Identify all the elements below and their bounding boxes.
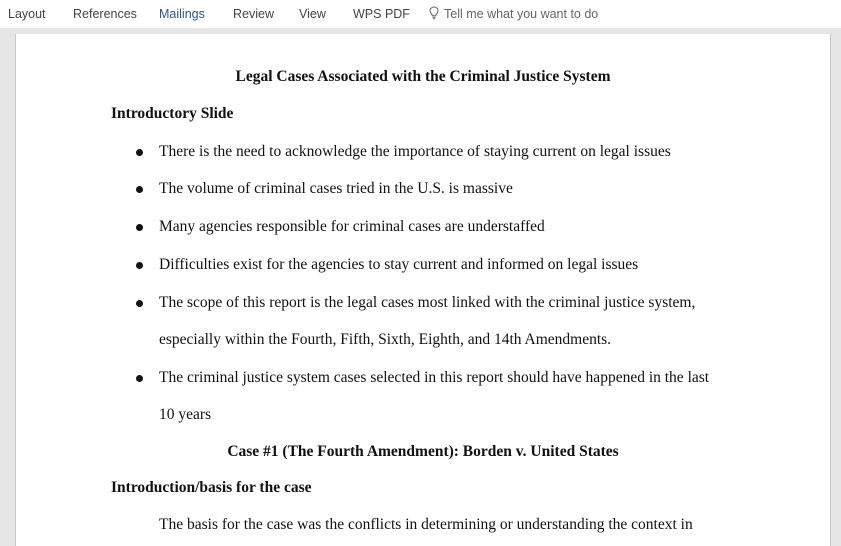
list-item-continuation: especially within the Fourth, Fifth, Sixth, Eighth, and 14th Amendments. bbox=[159, 331, 612, 348]
list-item: Many agencies responsible for criminal cases are understaffed bbox=[159, 218, 545, 235]
tab-references[interactable]: References bbox=[73, 7, 137, 21]
list-item: Difficulties exist for the agencies to stay current and informed on legal issues bbox=[159, 256, 639, 273]
list-item: There is the need to acknowledge the importance of staying current on legal issues bbox=[159, 143, 671, 160]
case-heading: Case #1 (The Fourth Amendment): Borden v. United States bbox=[227, 443, 619, 460]
tell-me-search[interactable] bbox=[429, 6, 598, 23]
section-heading-intro: Introductory Slide bbox=[111, 105, 234, 122]
bullet-marker bbox=[136, 375, 143, 382]
document-page[interactable] bbox=[15, 34, 831, 546]
lightbulb-icon bbox=[429, 6, 439, 23]
tab-mailings[interactable]: Mailings bbox=[159, 7, 205, 21]
tab-wps-pdf[interactable]: WPS PDF bbox=[353, 7, 410, 21]
document-title: Legal Cases Associated with the Criminal Justice System bbox=[235, 68, 611, 85]
tab-layout[interactable]: Layout bbox=[8, 7, 46, 21]
tab-view[interactable]: View bbox=[299, 7, 326, 21]
case-paragraph: The basis for the case was the conflicts in determining or understanding the context in bbox=[159, 516, 693, 533]
bullet-marker bbox=[136, 224, 143, 231]
case-intro-heading: Introduction/basis for the case bbox=[111, 479, 312, 496]
bullet-marker bbox=[136, 300, 143, 307]
tab-review[interactable]: Review bbox=[233, 7, 274, 21]
tell-me-placeholder: Tell me what you want to do bbox=[444, 7, 599, 21]
bullet-marker bbox=[136, 186, 143, 193]
list-item: The volume of criminal cases tried in the U.S. is massive bbox=[159, 180, 513, 197]
bullet-marker bbox=[136, 262, 143, 269]
ribbon-tab-bar bbox=[0, 0, 841, 28]
bullet-marker bbox=[136, 149, 143, 156]
list-item: The criminal justice system cases selected in this report should have happened in the last bbox=[159, 369, 710, 386]
list-item-continuation: 10 years bbox=[159, 406, 212, 423]
document-canvas[interactable] bbox=[0, 28, 841, 546]
list-item: The scope of this report is the legal cases most linked with the criminal justice system, bbox=[159, 294, 696, 311]
